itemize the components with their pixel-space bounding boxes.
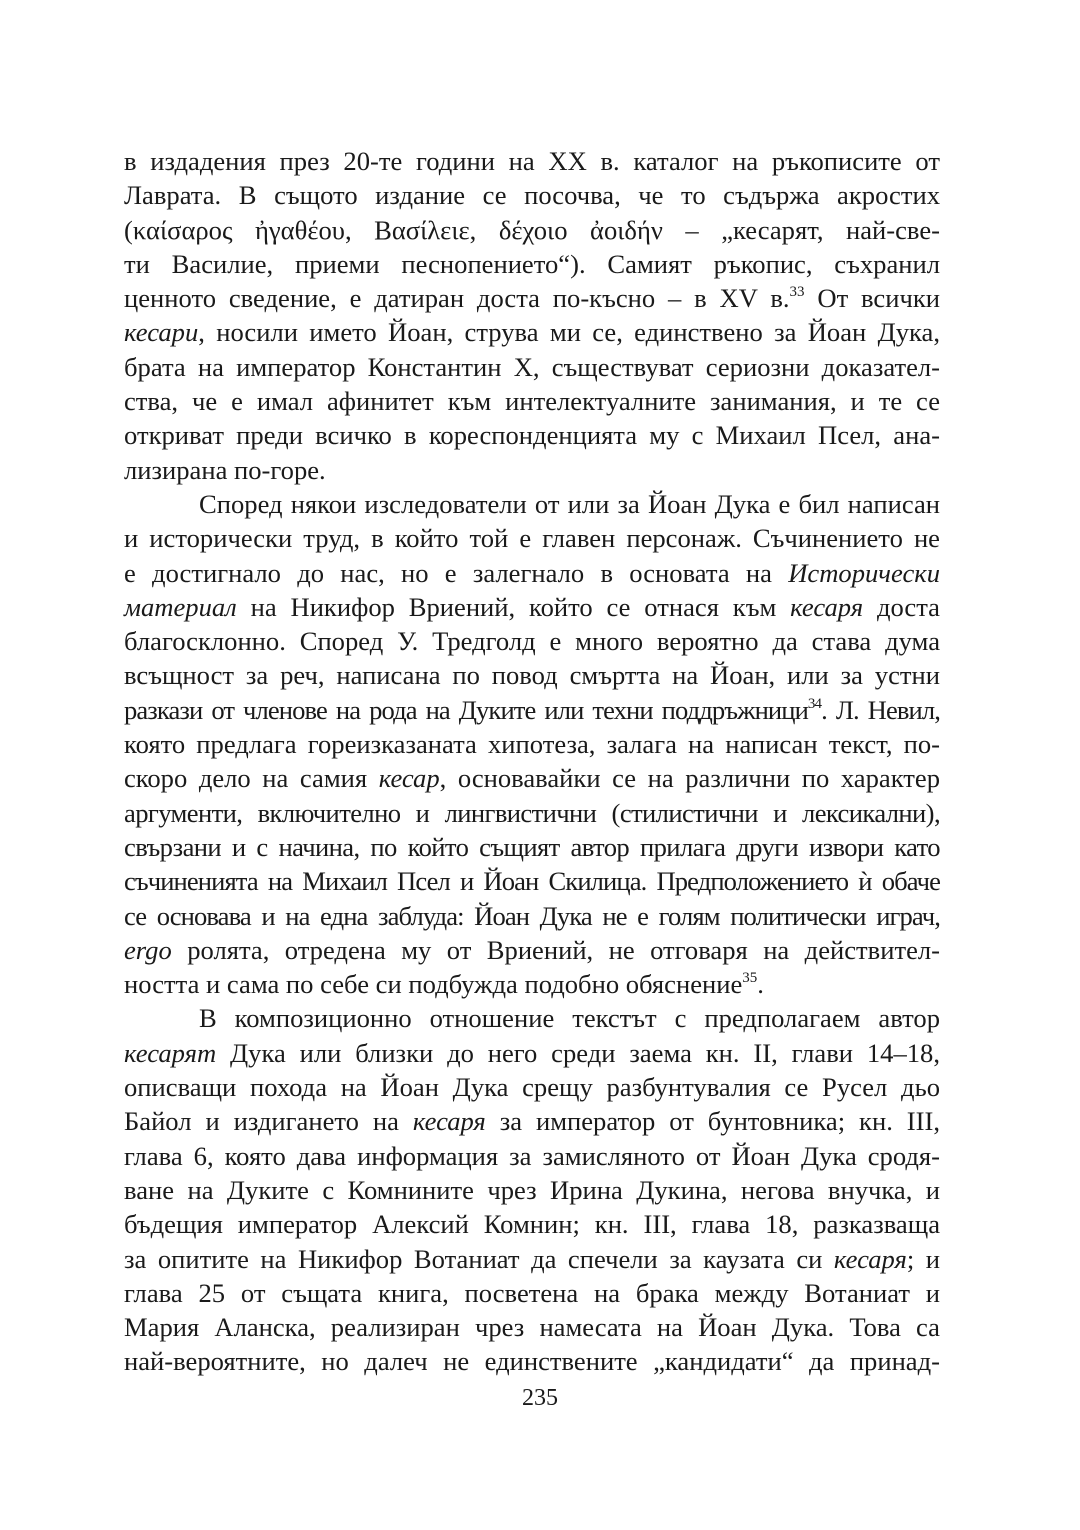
text-line: откриват преди всичко в кореспонденцията му с Михаил Псел, ана- — [124, 420, 940, 451]
text-line: най-вероятните, но далеч не единствените „кандидати“ да принад- — [124, 1346, 940, 1377]
text-line: материал на Никифор Вриений, който се отнася към кесаря доста — [124, 591, 940, 622]
text-line: В композиционно отношение текстът с предполагаем автор — [199, 1003, 940, 1034]
text-line: скоро дело на самия кесар, основавайки се на различни по характер — [124, 763, 940, 794]
text-line: ценното сведение, е датиран доста по-късно – в XV в.$^{33}$ От всички — [124, 283, 940, 314]
text-line: се основава и на една заблуда: Йоан Дука не е голям политически играч, — [124, 900, 940, 931]
text-line: описващи похода на Йоан Дука срещу разбунтувалия се Русел дьо — [124, 1072, 940, 1103]
text-line: в издадения през 20-те години на XX в. каталог на ръкописите от — [124, 146, 940, 176]
text-line: (καίσαρος ἠγαθέου, Βασίλειε, δέχοιο ἀοιδήν – „кесарят, най-све- — [124, 214, 940, 245]
text-line: ergo ролята, отредена му от Вриений, не отговаря на действител- — [124, 934, 940, 965]
page-number: 235 — [522, 1385, 558, 1411]
footnote-ref[interactable]: 35 — [742, 970, 758, 987]
page-body — [124, 144, 940, 1379]
text-line: бъдещия император Алексий Комнин; кн. III, глава 18, разказваща — [124, 1209, 940, 1240]
text-line: Според някои изследователи от или за Йоан Дука е бил написан — [199, 488, 940, 519]
text-line: ства, че е имал афинитет към интелектуалните занимания, и те се — [124, 386, 940, 417]
text-line: свързани и с начина, по който същият автор прилага други извори като — [124, 831, 940, 862]
text-line: ността и сама по себе си подбужда подобно обяснение$^{35}$. — [124, 969, 764, 1000]
text-line: аргументи, включително и лингвистични (стилистични и лексикални), — [124, 797, 940, 828]
text-line: брата на император Константин X, съществуват сериозни доказател- — [124, 351, 940, 382]
text-line: всъщност за реч, написана по повод смъртта на Йоан, или за устни — [124, 660, 940, 691]
text-line: която предлага гореизказаната хипотеза, залага на написан текст, по- — [124, 729, 940, 760]
text-line: глава 25 от същата книга, посветена на брака между Вотаниат и — [124, 1277, 940, 1308]
text-line: кесари, носили името Йоан, струва ми се, единствено за Йоан Дука, — [124, 317, 940, 348]
text-line: за опитите на Никифор Вотаниат да спечели за каузата си кесаря; и — [124, 1243, 940, 1274]
text-line: е достигнало до нас, но е залегнало в основата на Исторически — [124, 557, 940, 588]
text-line: ти Василие, приеми песнопението“). Самият ръкопис, съхранил — [124, 248, 940, 279]
text-line: глава 6, която дава информация за замисляното от Йоан Дука сродя- — [124, 1140, 940, 1171]
text-line: и исторически труд, в който той е главен персонаж. Съчинението не — [124, 523, 940, 554]
text-line: Лаврата. В същото издание се посочва, че то съдържа акростих — [124, 180, 940, 211]
text-line: разкази от членове на рода на Дуките или техни поддръжници$^{34}$. Л. Невил, — [124, 694, 940, 725]
text-line: Мария Аланска, реализиран чрез намесата на Йоан Дука. Това са — [124, 1312, 940, 1343]
text-line: кесарят Дука или близки до него среди заема кн. II, глави 14–18, — [124, 1037, 940, 1068]
text-line: Байол и издигането на кесаря за император от бунтовника; кн. III, — [124, 1106, 940, 1137]
text-line: ване на Дуките с Комнините чрез Ирина Дукина, негова внучка, и — [124, 1174, 940, 1205]
text-line: съчиненията на Михаил Псел и Йоан Скилица. Предположението ѝ обаче — [124, 866, 940, 897]
text-line: благосклонно. Според У. Тредголд е много вероятно да става дума — [124, 626, 940, 657]
footnote-ref[interactable]: 33 — [789, 284, 805, 301]
text-line: лизирана по-горе. — [124, 454, 326, 485]
footnote-ref[interactable]: 34 — [807, 695, 822, 712]
